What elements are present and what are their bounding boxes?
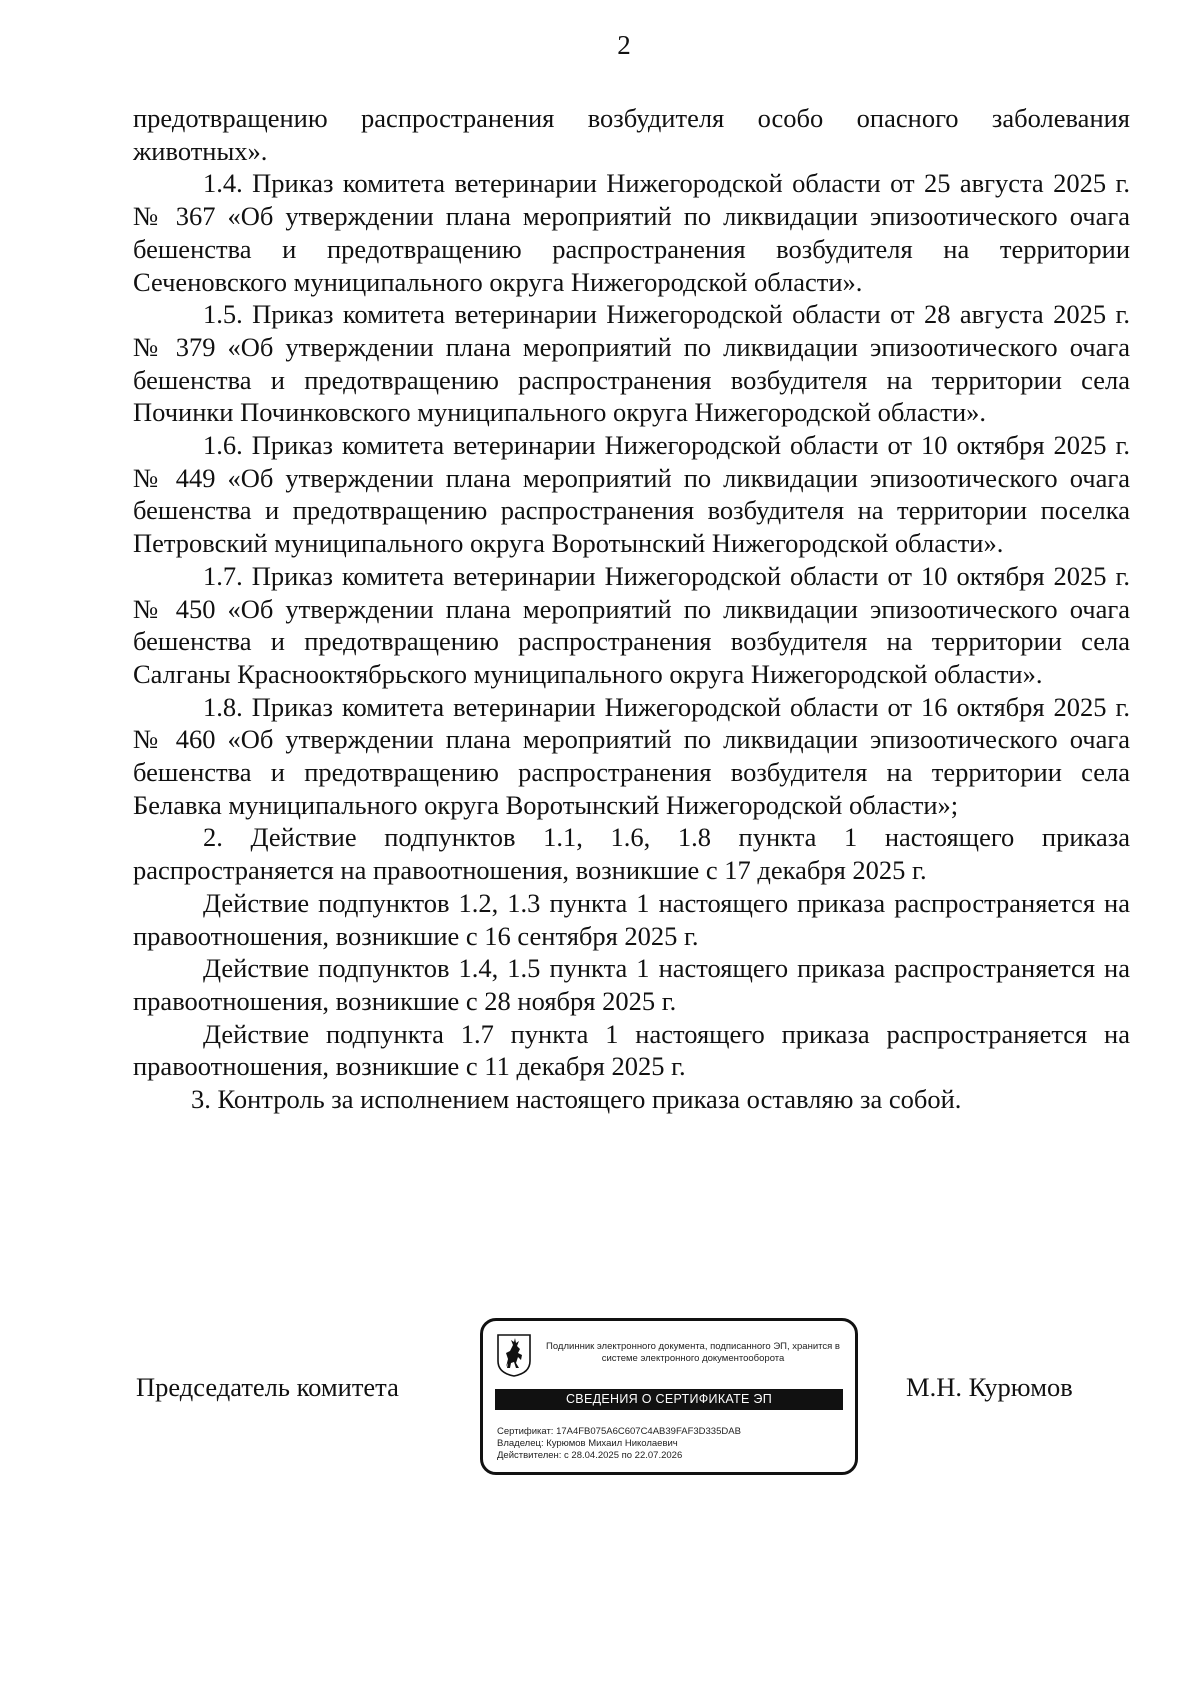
page-number: 2: [617, 30, 631, 60]
certificate-serial: Сертификат: 17A4FB075A6C607C4AB39FAF3D335DAB: [497, 1426, 741, 1437]
certificate-banner: СВЕДЕНИЯ О СЕРТИФИКАТЕ ЭП: [495, 1389, 843, 1410]
paragraph-item-2-cont-1: Действие подпунктов 1.2, 1.3 пункта 1 настоящего приказа распространяется на правоотношения, возникшие с 16 сентября 2025 г.: [133, 887, 1130, 951]
paragraph-item-1-8: 1.8. Приказ комитета ветеринарии Нижегородской области от 16 октября 2025 г. № 460 «Об утверждении плана мероприятий по ликвидации эпизоотического очага бешенства и предотвращению распространения возбудителя на территории села Белавка муниципального округа Воротынский Нижегородской области»;: [133, 691, 1130, 820]
signature-block: [0, 1318, 1200, 1478]
paragraph-item-3: 3. Контроль за исполнением настоящего приказа оставляю за собой.: [191, 1084, 962, 1115]
nizhny-novgorod-deer-emblem-icon: [496, 1333, 532, 1377]
certificate-details: [497, 1426, 741, 1462]
certificate-stamp: [480, 1318, 858, 1475]
paragraph-item-2: 2. Действие подпунктов 1.1, 1.6, 1.8 пункта 1 настоящего приказа распространяется на правоотношения, возникшие с 17 декабря 2025 г.: [133, 822, 1130, 886]
paragraph-continuation: предотвращению распространения возбудителя особо опасного заболевания животных».: [133, 103, 1130, 166]
signer-name: М.Н. Курюмов: [906, 1372, 1073, 1402]
paragraph-item-2-cont-3: Действие подпункта 1.7 пункта 1 настоящего приказа распространяется на правоотношения, возникшие с 11 декабря 2025 г.: [133, 1018, 1130, 1082]
certificate-owner: Владелец: Курюмов Михаил Николаевич: [497, 1438, 678, 1449]
paragraph-item-1-6: 1.6. Приказ комитета ветеринарии Нижегородской области от 10 октября 2025 г. № 449 «Об утверждении плана мероприятий по ликвидации эпизоотического очага бешенства и предотвращению распространения возбудителя на территории поселка Петровский муниципального округа Воротынский Нижегородской области».: [133, 430, 1130, 559]
paragraph-item-1-5: 1.5. Приказ комитета ветеринарии Нижегородской области от 28 августа 2025 г. № 379 «Об утверждении плана мероприятий по ликвидации эпизоотического очага бешенства и предотвращению распространения возбудителя на территории села Починки Починковского муниципального округа Нижегородской области».: [133, 299, 1130, 428]
paragraph-item-2-cont-2: Действие подпунктов 1.4, 1.5 пункта 1 настоящего приказа распространяется на правоотношения, возникшие с 28 ноября 2025 г.: [133, 953, 1130, 1016]
paragraph-item-1-7: 1.7. Приказ комитета ветеринарии Нижегородской области от 10 октября 2025 г. № 450 «Об утверждении плана мероприятий по ликвидации эпизоотического очага бешенства и предотвращению распространения возбудителя на территории села Салганы Краснооктябрьского муниципального округа Нижегородской области».: [133, 560, 1130, 689]
certificate-note: Подлинник электронного документа, подписанного ЭП, хранится в системе электронного документооборота: [546, 1341, 840, 1364]
signer-title: Председатель комитета: [136, 1372, 399, 1402]
certificate-validity: Действителен: с 28.04.2025 по 22.07.2026: [497, 1450, 683, 1461]
document-body: [133, 102, 1130, 1116]
paragraph-item-1-4: 1.4. Приказ комитета ветеринарии Нижегородской области от 25 августа 2025 г. № 367 «Об утверждении плана мероприятий по ликвидации эпизоотического очага бешенства и предотвращению распространения возбудителя на территории Сеченовского муниципального округа Нижегородской области».: [133, 168, 1130, 297]
